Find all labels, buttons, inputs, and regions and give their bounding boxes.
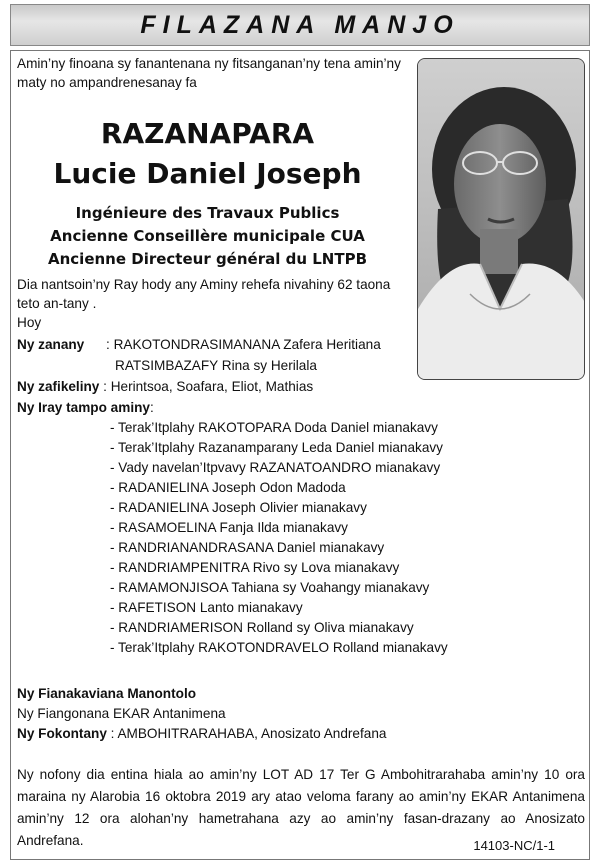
relative-item: - RADANIELINA Joseph Odon Madoda	[110, 480, 346, 495]
relative-item: - Vady navelan’Itpvavy RAZANATOANDRO mianakavy	[110, 460, 441, 475]
relative-item: - RAMAMONJISOA Tahiana sy Voahangy mianakavy	[110, 580, 430, 595]
portrait-image	[418, 59, 585, 380]
portrait-photo	[417, 58, 585, 380]
fokontany-label: Ny Fokontany	[17, 726, 107, 741]
deceased-given-names: Lucie Daniel Joseph	[53, 157, 362, 190]
grandchildren-value: : Herintsoa, Soafara, Eliot, Mathias	[99, 379, 314, 394]
deceased-title-1: Ingénieure des Travaux Publics	[75, 204, 340, 222]
relative-item: - RASAMOELINA Fanja Ilda mianakavy	[110, 520, 348, 535]
deceased-surname: RAZANAPARA	[100, 117, 315, 150]
whole-family: Ny Fianakaviana Manontolo	[17, 686, 197, 701]
relative-item: - RADANIELINA Joseph Olivier mianakavy	[110, 500, 367, 515]
relative-item: - Terak’Itplahy RAKOTONDRAVELO Rolland mianakavy	[110, 640, 448, 655]
fokontany-value: : AMBOHITRARAHABA, Anosizato Andrefana	[106, 726, 387, 741]
deceased-title-2: Ancienne Conseillère municipale CUA	[50, 227, 365, 245]
deceased-title-3: Ancienne Directeur général du LNTPB	[48, 250, 367, 268]
children-value-2: RATSIMBAZAFY Rina sy Herilala	[115, 358, 317, 373]
reference-code: 14103-NC/1-1	[473, 838, 555, 853]
church-congregation: Ny Fiangonana EKAR Antanimena	[17, 706, 226, 721]
relative-item: - RANDRIANANDRASANA Daniel mianakavy	[110, 540, 385, 555]
relative-item: - RAFETISON Lanto mianakavy	[110, 600, 303, 615]
siblings-row: Ny Iray tampo aminy:	[17, 400, 154, 415]
relative-item: - RANDRIAMERISON Rolland sy Oliva mianakavy	[110, 620, 414, 635]
siblings-label: Ny Iray tampo aminy	[17, 400, 150, 415]
grandchildren-label: Ny zafikeliny	[17, 379, 100, 394]
children-label: Ny zanany	[17, 337, 85, 352]
grandchildren-row	[17, 377, 313, 396]
intro-text: Amin’ny finoana sy fanantenana ny fitsanganan’ny tena amin’ny maty no ampandrenesanay fa	[17, 56, 401, 90]
funeral-details: Ny nofony dia entina hiala ao amin’ny LOT AD 17 Ter G Ambohitrarahaba amin’ny 10 ora maraina ny Alarobia 16 oktobra 2019 ary atao veloma farany ao amin’ny EKAR Antanimena amin’ny 12 ora alohan’ny hametrahana azy ao amin’ny fasan-drazany ao Anosizato Andrefana.	[17, 767, 585, 848]
children-row	[17, 335, 381, 354]
notice-header	[10, 4, 590, 46]
relative-item: - Terak’Itplahy RAKOTOPARA Doda Daniel mianakavy	[110, 420, 438, 435]
relative-item: - RANDRIAMPENITRA Rivo sy Lova mianakavy	[110, 560, 400, 575]
notice-title: FILAZANA MANJO	[140, 10, 460, 39]
relative-item: - Terak’Itplahy Razanamparany Leda Daniel mianakavy	[110, 440, 443, 455]
death-announcement: Dia nantsoin’ny Ray hody any Aminy rehefa nivahiny 62 taona teto an-tany . Hoy	[17, 277, 391, 330]
fokontany-row	[17, 724, 386, 743]
children-value: : RAKOTONDRASIMANANA Zafera Heritiana	[102, 337, 381, 352]
